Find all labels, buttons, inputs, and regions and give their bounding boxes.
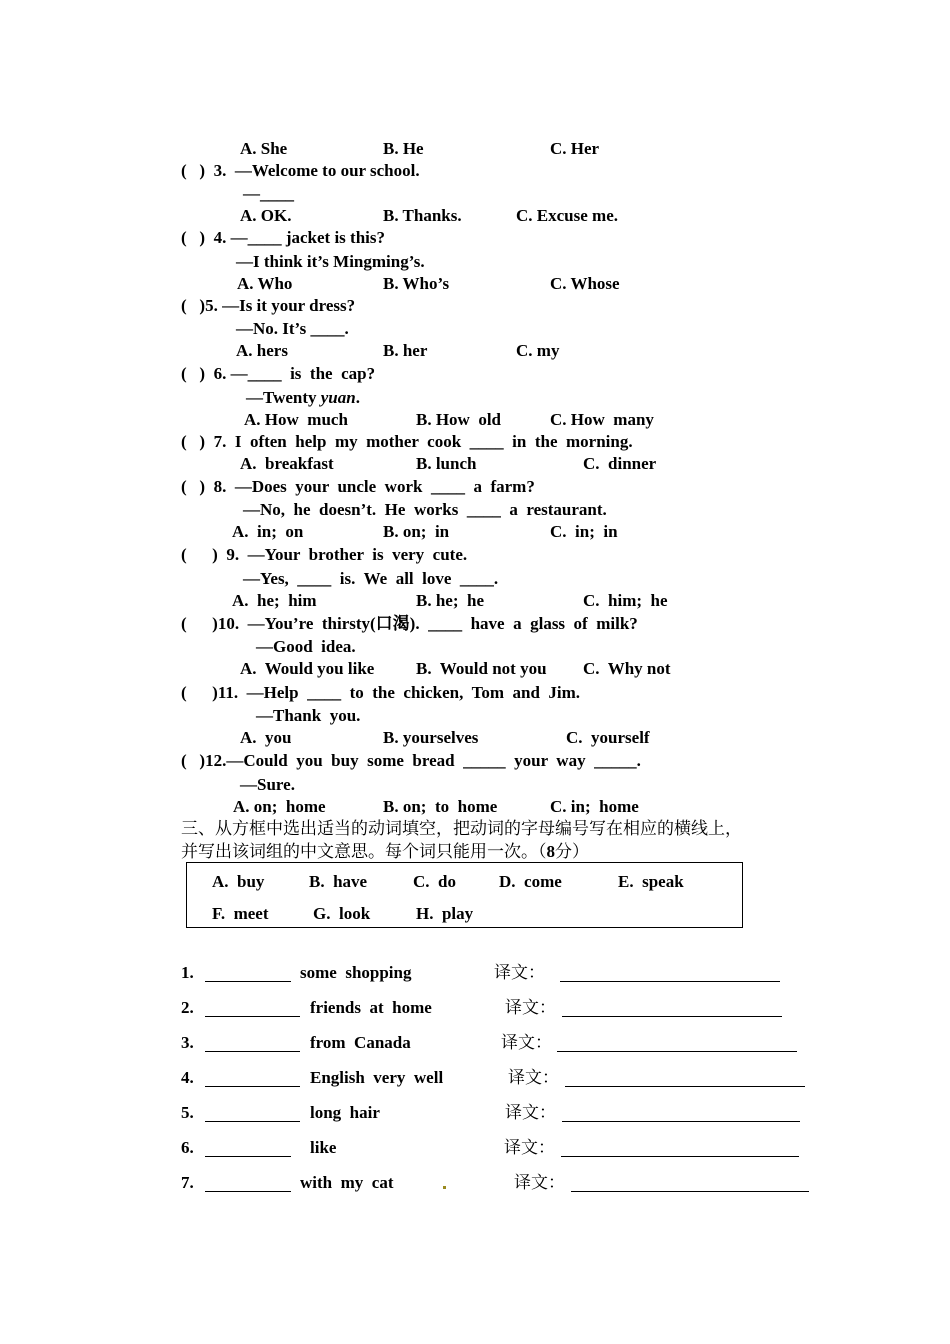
q5-option-a: A. hers <box>236 341 288 360</box>
q7-option-b: B. lunch <box>416 454 477 473</box>
q8-option-c: C. in; in <box>550 522 618 541</box>
item-number: 6. <box>181 1138 194 1157</box>
q4-stem: ( ) 4. —____ jacket is this? <box>181 228 385 247</box>
item-number: 4. <box>181 1068 194 1087</box>
box-word-c: C. do <box>413 872 456 891</box>
q3-option-a: A. OK. <box>240 206 292 225</box>
item-number: 1. <box>181 963 194 982</box>
translation-blank[interactable] <box>562 1121 800 1122</box>
q11-option-b: B. yourselves <box>383 728 479 747</box>
q10-option-b: B. Would not you <box>416 659 547 678</box>
box-word-d: D. come <box>499 872 562 891</box>
q7-option-a: A. breakfast <box>240 454 334 473</box>
translation-blank[interactable] <box>561 1156 799 1157</box>
q11-option-a: A. you <box>240 728 292 747</box>
translate-label: 译文： <box>505 998 556 1018</box>
translate-label: 译文： <box>508 1068 559 1088</box>
translation-blank[interactable] <box>562 1016 782 1017</box>
answer-blank[interactable] <box>205 981 291 982</box>
box-word-b: B. have <box>309 872 368 891</box>
q3-option-b: B. Thanks. <box>383 206 462 225</box>
box-word-e: E. speak <box>618 872 684 891</box>
q11-stem: ( )11. —Help ____ to the chicken, Tom and Jim. <box>181 683 581 702</box>
translation-blank[interactable] <box>571 1191 809 1192</box>
q6-reply: —Twenty yuan. <box>246 388 360 407</box>
translate-label: 译文： <box>514 1173 565 1193</box>
q2-option-b: B. He <box>383 139 424 158</box>
q3-stem: ( ) 3. —Welcome to our school. <box>181 161 420 180</box>
translation-blank[interactable] <box>565 1086 805 1087</box>
q9-option-b: B. he; he <box>416 591 484 610</box>
item-number: 2. <box>181 998 194 1017</box>
q12-option-c: C. in; home <box>550 797 639 816</box>
q2-option-a: A. She <box>240 139 288 158</box>
section3-heading-line1: 三、从方框中选出适当的动词填空，把动词的字母编号写在相应的横线上， <box>181 819 742 839</box>
q5-stem: ( )5. —Is it your dress? <box>181 296 356 315</box>
q12-option-b: B. on; to home <box>383 797 498 816</box>
item-phrase: with my cat <box>300 1173 394 1192</box>
box-word-g: G. look <box>313 904 371 923</box>
q10-reply: —Good idea. <box>256 637 356 656</box>
q12-stem: ( )12.—Could you buy some bread _____ your way _____. <box>181 751 641 770</box>
q10-option-a: A. Would you like <box>240 659 375 678</box>
q11-option-c: C. yourself <box>566 728 650 747</box>
q7-stem: ( ) 7. I often help my mother cook ____ in the morning. <box>181 432 633 451</box>
translate-label: 译文： <box>504 1138 555 1158</box>
answer-blank[interactable] <box>205 1121 300 1122</box>
box-word-f: F. meet <box>212 904 269 923</box>
q4-option-a: A. Who <box>237 274 293 293</box>
q8-reply: —No, he doesn’t. He works ____ a restaurant. <box>243 500 607 519</box>
q5-option-c: C. my <box>516 341 560 360</box>
q8-stem: ( ) 8. —Does your uncle work ____ a farm? <box>181 477 535 496</box>
q10-option-c: C. Why not <box>583 659 671 678</box>
answer-blank[interactable] <box>205 1086 300 1087</box>
q5-reply: —No. It’s ____. <box>236 319 349 338</box>
item-number: 7. <box>181 1173 194 1192</box>
q6-stem: ( ) 6. —____ is the cap? <box>181 364 376 383</box>
item-phrase: from Canada <box>310 1033 411 1052</box>
box-word-h: H. play <box>416 904 474 923</box>
item-phrase: friends at home <box>310 998 432 1017</box>
translate-label: 译文： <box>494 963 545 983</box>
box-word-a: A. buy <box>212 872 265 891</box>
q6-option-c: C. How many <box>550 410 654 429</box>
q10-stem: ( )10. —You’re thirsty(口渴). ____ have a glass of milk? <box>181 614 638 633</box>
q9-stem: ( ) 9. —Your brother is very cute. <box>181 545 468 564</box>
answer-blank[interactable] <box>205 1156 291 1157</box>
q3-option-c: C. Excuse me. <box>516 206 618 225</box>
q4-option-b: B. Who’s <box>383 274 450 293</box>
q12-option-a: A. on; home <box>233 797 326 816</box>
translation-blank[interactable] <box>557 1051 797 1052</box>
translate-label: 译文： <box>501 1033 552 1053</box>
translation-blank[interactable] <box>560 981 780 982</box>
answer-blank[interactable] <box>205 1191 291 1192</box>
q9-option-a: A. he; him <box>232 591 317 610</box>
q6-option-a: A. How much <box>244 410 348 429</box>
q7-option-c: C. dinner <box>583 454 657 473</box>
q4-option-c: C. Whose <box>550 274 620 293</box>
q2-option-c: C. Her <box>550 139 600 158</box>
q8-option-a: A. in; on <box>232 522 304 541</box>
answer-blank[interactable] <box>205 1051 300 1052</box>
item-phrase: like <box>310 1138 337 1157</box>
q9-option-c: C. him; he <box>583 591 668 610</box>
item-phrase: English very well <box>310 1068 444 1087</box>
section3-heading-line2: 并写出该词组的中文意思。每个词只能用一次。（8分） <box>181 842 589 862</box>
q9-reply: —Yes, ____ is. We all love ____. <box>243 569 499 588</box>
answer-blank[interactable] <box>205 1016 300 1017</box>
q3-reply: —____ <box>243 184 294 203</box>
q12-reply: —Sure. <box>240 775 295 794</box>
q8-option-b: B. on; in <box>383 522 450 541</box>
item-number: 3. <box>181 1033 194 1052</box>
item-number: 5. <box>181 1103 194 1122</box>
q4-reply: —I think it’s Mingming’s. <box>236 252 425 271</box>
translate-label: 译文： <box>505 1103 556 1123</box>
stray-dot <box>443 1186 446 1189</box>
q11-reply: —Thank you. <box>256 706 361 725</box>
item-phrase: long hair <box>310 1103 380 1122</box>
q6-option-b: B. How old <box>416 410 502 429</box>
item-phrase: some shopping <box>300 963 412 982</box>
q5-option-b: B. her <box>383 341 428 360</box>
